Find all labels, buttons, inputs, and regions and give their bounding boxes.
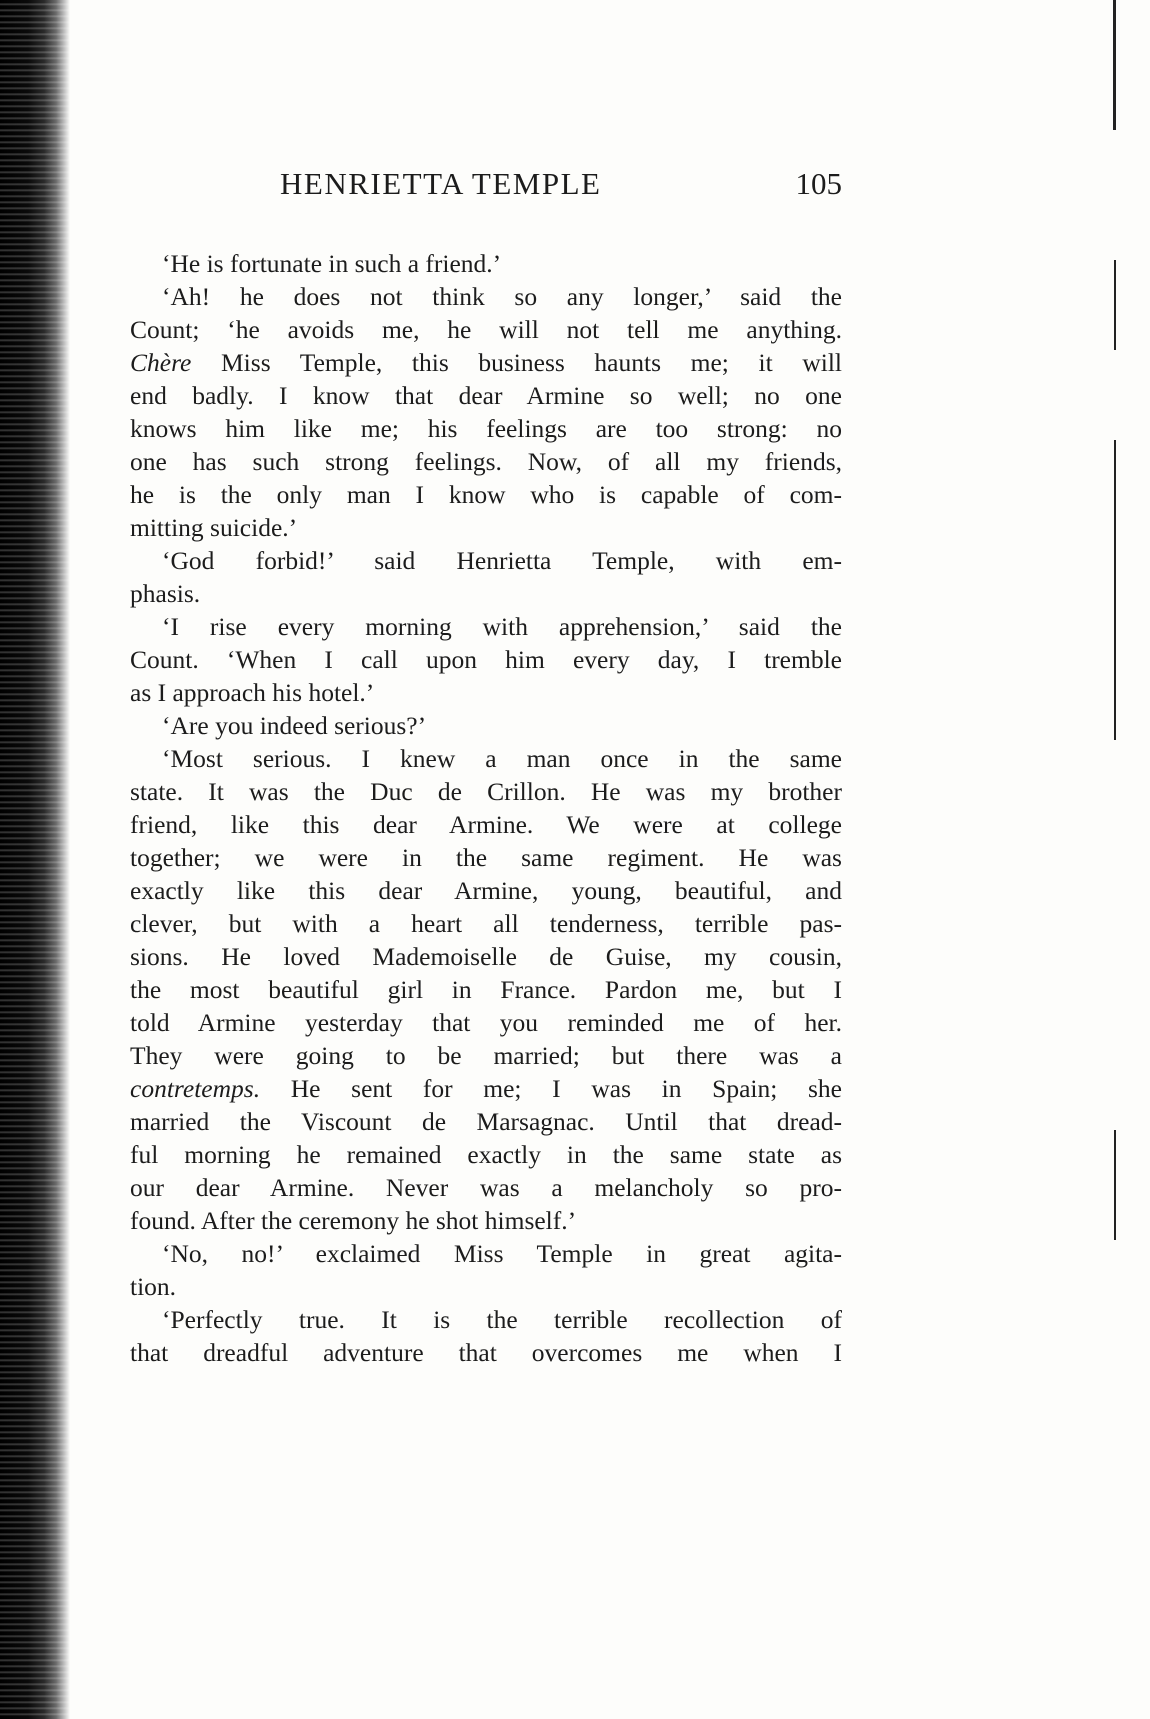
scan-mark [1113, 0, 1116, 130]
text-line: mitting suicide.’ [130, 513, 298, 542]
italic-word: contretemps. [130, 1074, 261, 1103]
text-line: he is the only man I know who is capable of com- [130, 480, 842, 509]
text-line: knows him like me; his feelings are too strong: no [130, 414, 842, 443]
body-text [130, 247, 842, 1369]
text-line: married the Viscount de Marsagnac. Until that dread- [130, 1107, 842, 1136]
text-line: clever, but with a heart all tenderness, terrible pas- [130, 909, 842, 938]
text-line: Count. ‘When I call upon him every day, I tremble [130, 645, 842, 674]
text-line: ‘God forbid!’ said Henrietta Temple, with em- [162, 546, 842, 575]
text-line: found. After the ceremony he shot himself.’ [130, 1206, 577, 1235]
text-line: tion. [130, 1272, 177, 1301]
text-line: ‘He is fortunate in such a friend.’ [162, 249, 502, 278]
running-head: HENRIETTA TEMPLE [280, 166, 602, 201]
italic-word: Chère [130, 348, 192, 377]
text-line: told Armine yesterday that you reminded me of her. [130, 1008, 842, 1037]
text-line [130, 346, 842, 379]
text-line: end badly. I know that dear Armine so well; no one [130, 381, 842, 410]
text-line: friend, like this dear Armine. We were at college [130, 810, 842, 839]
text-line: ‘Ah! he does not think so any longer,’ said the [162, 282, 842, 311]
text-line: ‘Are you indeed serious?’ [162, 711, 427, 740]
text-line: state. It was the Duc de Crillon. He was my brother [130, 777, 842, 806]
text-line: phasis. [130, 579, 201, 608]
scan-mark [1114, 1130, 1116, 1240]
text-line: as I approach his hotel.’ [130, 678, 375, 707]
text-line: ‘No, no!’ exclaimed Miss Temple in great agita- [162, 1239, 842, 1268]
line-text: Miss Temple, this business haunts me; it will [191, 348, 842, 377]
text-line: our dear Armine. Never was a melancholy so pro- [130, 1173, 842, 1202]
line-text: He sent for me; I was in Spain; she [260, 1074, 842, 1103]
scan-mark [1114, 440, 1116, 740]
text-line: one has such strong feelings. Now, of all my friends, [130, 447, 842, 476]
page-header [280, 166, 842, 214]
binding-shadow [0, 0, 70, 1719]
text-line: ful morning he remained exactly in the same state as [130, 1140, 842, 1169]
text-line: ‘Most serious. I knew a man once in the same [162, 744, 842, 773]
text-line: together; we were in the same regiment. He was [130, 843, 842, 872]
scan-mark [1114, 260, 1116, 350]
text-line [130, 1072, 842, 1105]
page-number: 105 [795, 166, 842, 201]
text-line: Count; ‘he avoids me, he will not tell me anything. [130, 315, 842, 344]
text-line: sions. He loved Mademoiselle de Guise, my cousin, [130, 942, 842, 971]
text-line: the most beautiful girl in France. Pardon me, but I [130, 975, 842, 1004]
text-line: They were going to be married; but there was a [130, 1041, 842, 1070]
text-line: that dreadful adventure that overcomes me when I [130, 1338, 842, 1367]
text-line: ‘Perfectly true. It is the terrible recollection of [162, 1305, 842, 1334]
text-line: exactly like this dear Armine, young, beautiful, and [130, 876, 842, 905]
text-line: ‘I rise every morning with apprehension,’ said the [162, 612, 842, 641]
